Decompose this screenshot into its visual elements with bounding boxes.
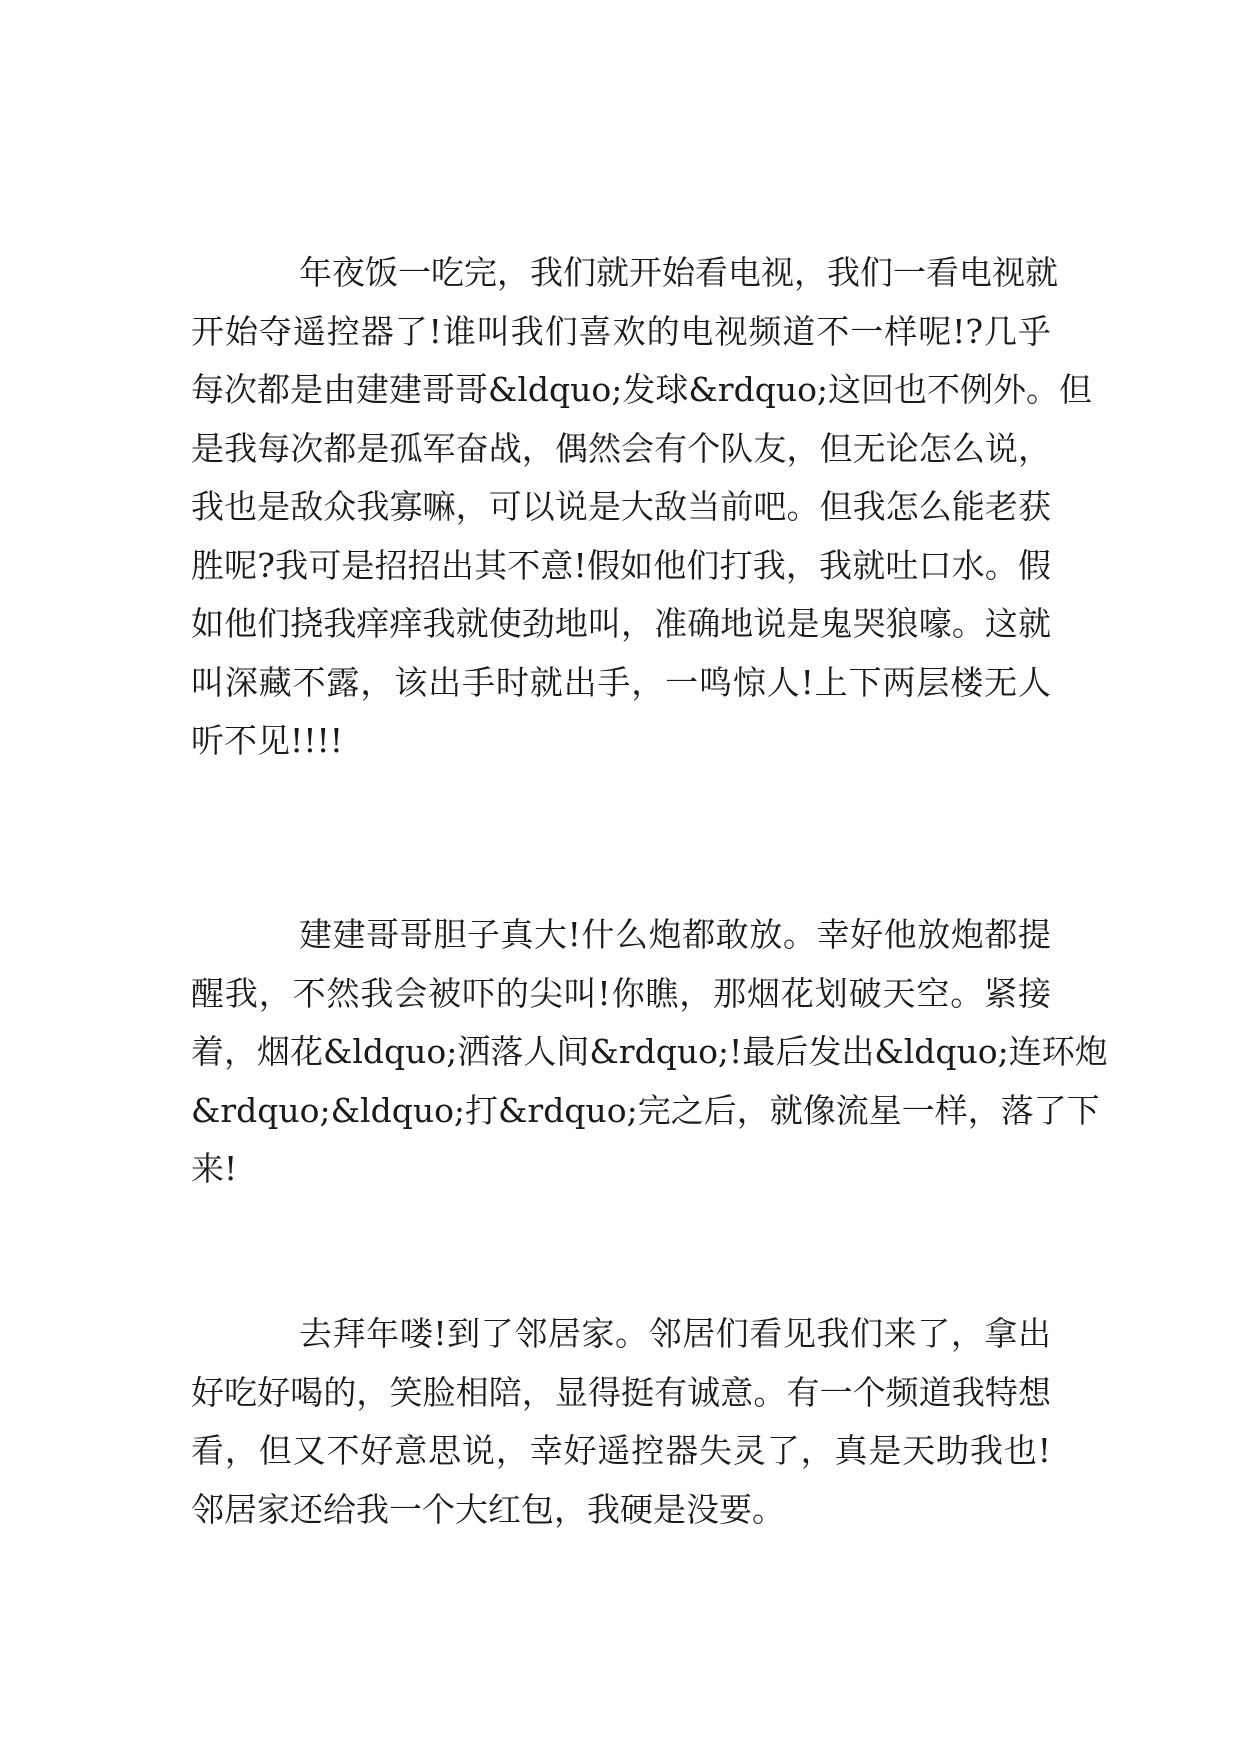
paragraph-line: 来! bbox=[191, 1149, 238, 1188]
paragraph-line: 如他们挠我痒痒我就使劲地叫，准确地说是鬼哭狼嚎。这就 bbox=[191, 604, 1051, 643]
paragraph-line: 每次都是由建建哥哥&ldquo;发球&rdquo;这回也不例外。但 bbox=[191, 370, 1093, 409]
paragraph-line: 着，烟花&ldquo;洒落人间&rdquo;!最后发出&ldquo;连环炮 bbox=[191, 1032, 1108, 1071]
paragraph-2 bbox=[191, 906, 1108, 1199]
paragraph-line: 叫深藏不露，该出手时就出手，一鸣惊人!上下两层楼无人 bbox=[191, 662, 1051, 702]
paragraph-line: 好吃好喝的，笑脸相陪，显得挺有诚意。有一个频道我特想 bbox=[191, 1372, 1051, 1412]
paragraph-1 bbox=[191, 244, 1093, 771]
paragraph-line: 建建哥哥胆子真大!什么炮都敢放。幸好他放炮都提 bbox=[299, 915, 1051, 954]
paragraph-3 bbox=[191, 1305, 1051, 1539]
paragraph-line: 去拜年喽!到了邻居家。邻居们看见我们来了，拿出 bbox=[299, 1314, 1051, 1353]
paragraph-line: 醒我，不然我会被吓的尖叫!你瞧，那烟花划破天空。紧接 bbox=[191, 973, 1051, 1013]
paragraph-line: 邻居家还给我一个大红包，我硬是没要。 bbox=[191, 1489, 785, 1529]
paragraph-line: 看，但又不好意思说，幸好遥控器失灵了，真是天助我也! bbox=[191, 1431, 1051, 1470]
paragraph-line: 胜呢?我可是招招出其不意!假如他们打我，我就吐口水。假 bbox=[191, 545, 1051, 585]
paragraph-line: 年夜饭一吃完，我们就开始看电视，我们一看电视就 bbox=[299, 253, 1058, 292]
paragraph-line: 听不见!!!! bbox=[191, 721, 344, 760]
paragraph-line: 我也是敌众我寡嘛，可以说是大敌当前吧。但我怎么能老获 bbox=[191, 487, 1051, 526]
paragraph-line: &rdquo;&ldquo;打&rdquo;完之后，就像流星一样，落了下 bbox=[191, 1090, 1100, 1130]
paragraph-line: 是我每次都是孤军奋战，偶然会有个队友，但无论怎么说， bbox=[191, 428, 1051, 468]
paragraph-line: 开始夺遥控器了!谁叫我们喜欢的电视频道不一样呢!?几乎 bbox=[191, 311, 1051, 351]
